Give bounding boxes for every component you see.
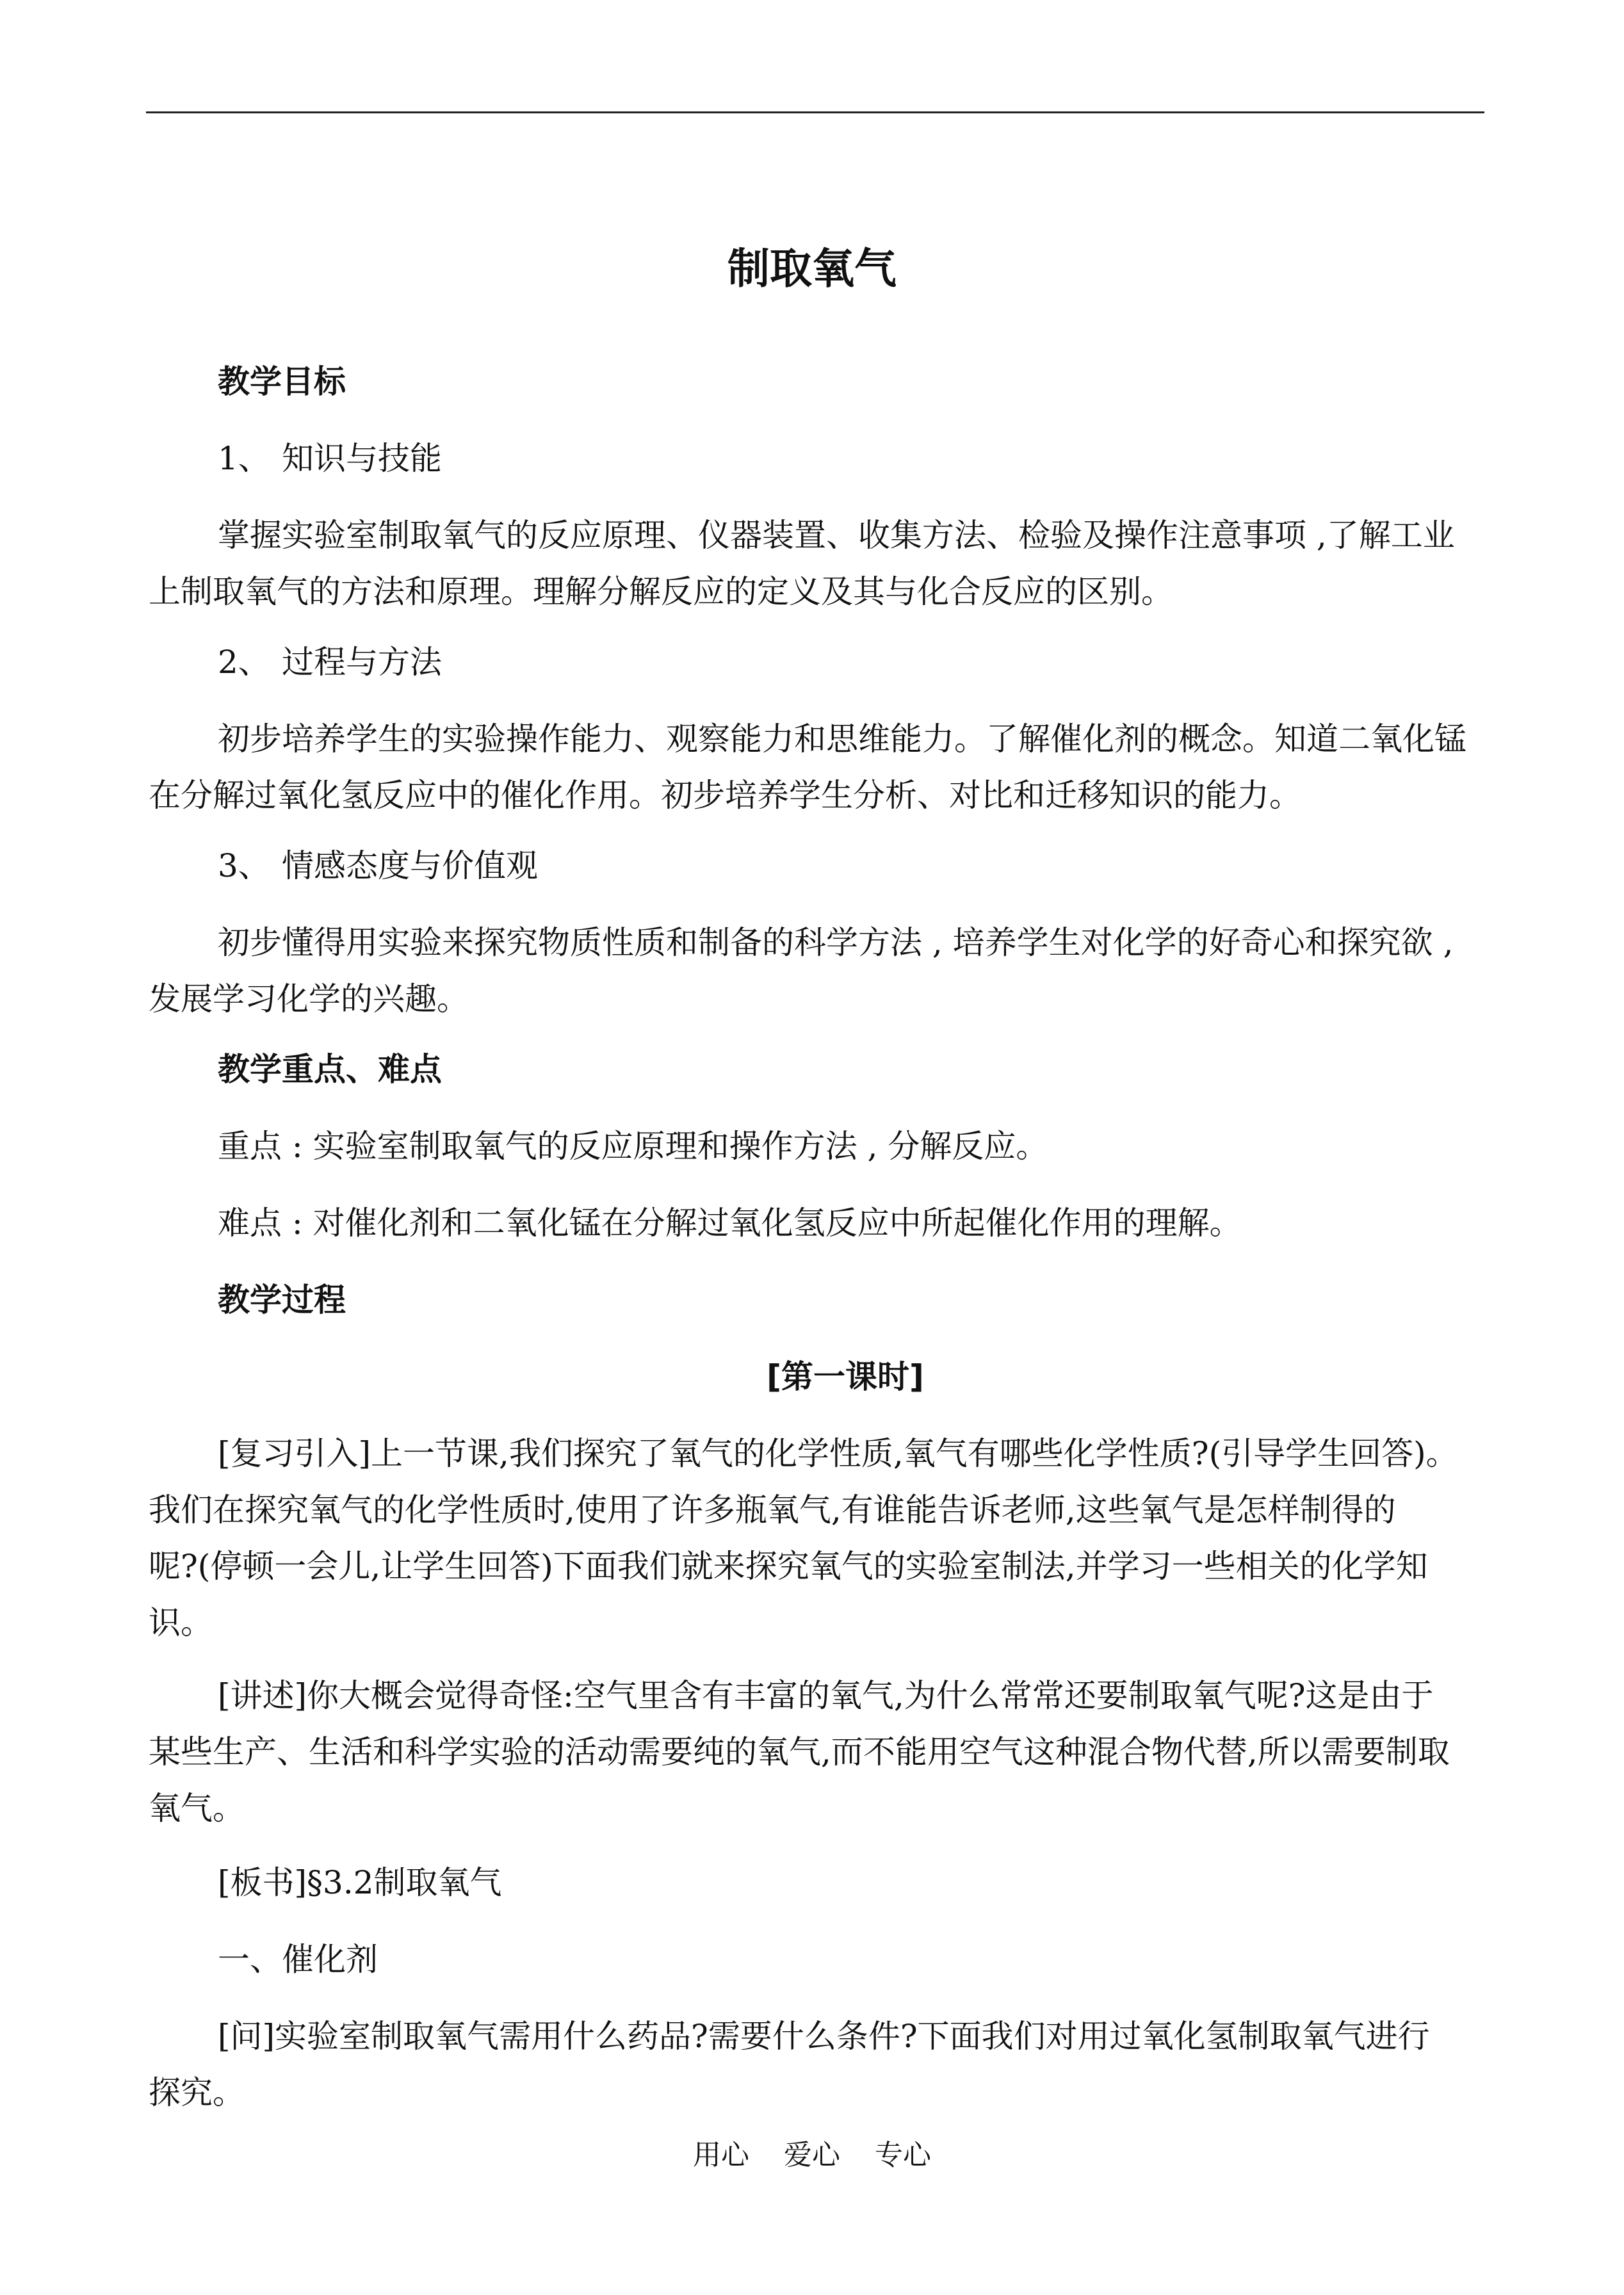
- emotion-text-line-1: 初步懂得用实验来探究物质性质和制备的科学方法 , 培养学生对化学的好奇心和探究欲 ,: [218, 924, 1454, 961]
- question-line-1: [问]实验室制取氧气需用什么药品?需要什么条件?下面我们对用过氧化氢制取氧气进行: [218, 2018, 1430, 2055]
- review-line-4: 识。: [149, 1604, 213, 1641]
- emotion-heading: [218, 847, 538, 885]
- question-line-2: 探究。: [149, 2074, 245, 2111]
- narrate-line-1: [讲述]你大概会觉得奇怪:空气里含有丰富的氧气,为什么常常还要制取氧气呢?这是由于: [218, 1677, 1434, 1714]
- key-points-heading: 教学重点、难点: [218, 1051, 442, 1088]
- emotion-text-line-2: 发展学习化学的兴趣。: [149, 980, 469, 1018]
- process-heading-text: 过程与方法: [282, 644, 442, 681]
- board-text: [板书]§3.2制取氧气: [218, 1864, 502, 1901]
- knowledge-number: 1、: [218, 440, 270, 477]
- narrate-line-2: 某些生产、生活和科学实验的活动需要纯的氧气,而不能用空气这种混合物代替,所以需要制取: [149, 1733, 1450, 1771]
- process-number: 2、: [218, 644, 270, 681]
- objectives-heading: 教学目标: [218, 363, 346, 400]
- catalyst-heading: 一、催化剂: [218, 1941, 378, 1978]
- lesson-label: [第一课时]: [767, 1358, 924, 1395]
- knowledge-heading: [218, 439, 442, 478]
- review-line-2: 我们在探究氧气的化学性质时,使用了许多瓶氧气,有谁能告诉老师,这些氧气是怎样制得的: [149, 1491, 1396, 1529]
- process-text-line-2: 在分解过氧化氢反应中的催化作用。初步培养学生分析、对比和迁移知识的能力。: [149, 777, 1301, 814]
- narrate-line-3: 氧气。: [149, 1790, 245, 1827]
- page-footer: 用心 爱心 专心: [693, 2139, 931, 2171]
- review-line-1: [复习引入]上一节课,我们探究了氧气的化学性质,氧气有哪些化学性质?(引导学生回答)。: [218, 1435, 1458, 1472]
- header-rule: [146, 111, 1484, 113]
- review-line-3: 呢?(停顿一会儿,让学生回答)下面我们就来探究氧气的实验室制法,并学习一些相关的化学知: [149, 1548, 1428, 1585]
- teaching-process-heading: 教学过程: [218, 1281, 346, 1318]
- page-title: 制取氧气: [727, 244, 897, 293]
- process-heading: [218, 643, 442, 681]
- emotion-heading-text: 情感态度与价值观: [282, 847, 538, 884]
- emotion-number: 3、: [218, 847, 270, 884]
- key-point-text: 重点 : 实验室制取氧气的反应原理和操作方法 , 分解反应。: [218, 1128, 1048, 1165]
- knowledge-text-line-2: 上制取氧气的方法和原理。理解分解反应的定义及其与化合反应的区别。: [149, 573, 1173, 610]
- knowledge-text-line-1: 掌握实验室制取氧气的反应原理、仪器装置、收集方法、检验及操作注意事项 ,了解工业: [218, 517, 1455, 554]
- knowledge-heading-text: 知识与技能: [282, 440, 442, 477]
- process-text-line-1: 初步培养学生的实验操作能力、观察能力和思维能力。了解催化剂的概念。知道二氧化锰: [218, 720, 1466, 758]
- difficult-point-text: 难点 : 对催化剂和二氧化锰在分解过氧化氢反应中所起催化作用的理解。: [218, 1204, 1242, 1242]
